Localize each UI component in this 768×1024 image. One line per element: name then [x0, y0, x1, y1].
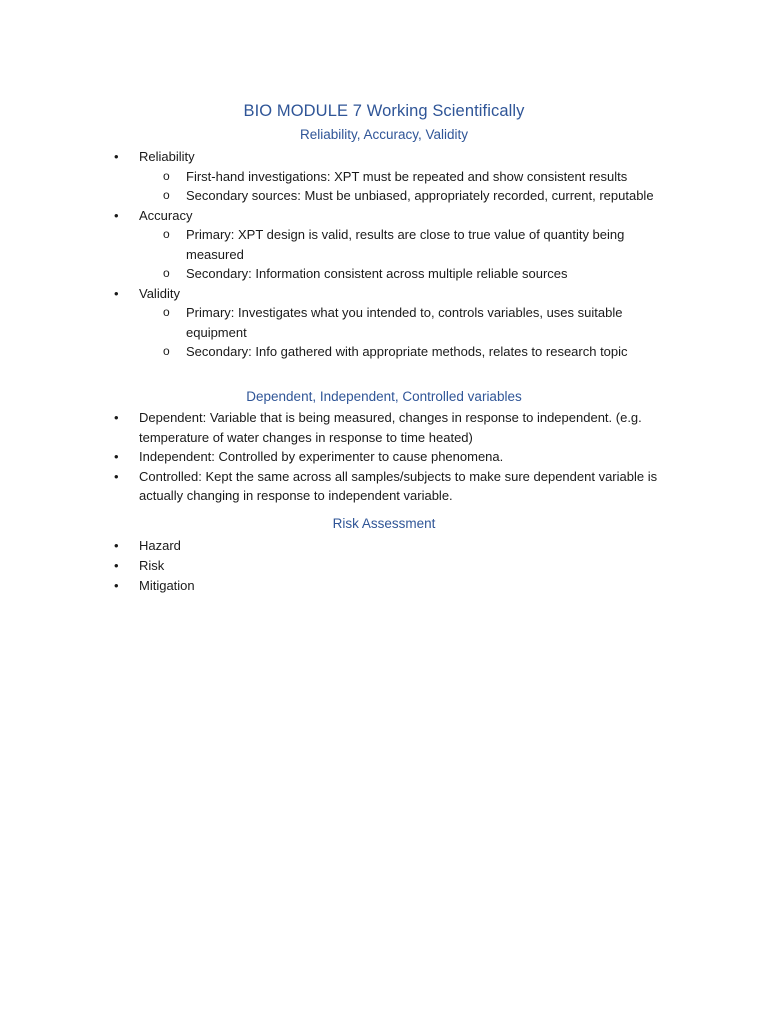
bullet-icon: •: [114, 285, 119, 301]
list-item-independent: [0, 447, 669, 467]
bullet-icon: •: [114, 449, 119, 464]
sub-list-item-label: Primary: Investigates what you intended to, controls variables, uses suitable equipment: [186, 305, 623, 340]
section-heading-reliability: Reliability, Accuracy, Validity: [299, 127, 469, 142]
sub-list-item-label: First-hand investigations: XPT must be repeated and show consistent results: [186, 168, 628, 184]
sub-bullet-icon: o: [163, 344, 170, 358]
list-item-label: Mitigation: [139, 578, 195, 593]
list-item-label: Hazard: [139, 538, 181, 553]
bullet-icon: •: [114, 207, 119, 223]
bullet-icon: •: [114, 410, 119, 425]
list-item-label: Accuracy: [139, 207, 193, 223]
list-item-mitigation: [0, 576, 669, 596]
sub-list-item: [163, 342, 669, 362]
sub-list-item-label: Primary: XPT design is valid, results are close to true value of quantity being measured: [186, 227, 625, 262]
section-heading-risk-assessment: Risk Assessment: [332, 516, 436, 531]
list-item-risk: [0, 556, 669, 576]
list-item-label: Reliability: [139, 149, 195, 164]
sub-list-item: [163, 186, 669, 206]
sub-list: [139, 167, 669, 206]
list-item-dependent: [0, 408, 669, 447]
sub-list-item-label: Secondary: Info gathered with appropriate methods, relates to research topic: [186, 344, 628, 359]
sub-list: [139, 303, 669, 362]
bullet-icon: •: [114, 538, 119, 553]
bullet-icon: •: [114, 578, 119, 593]
list-item-hazard: [0, 536, 669, 556]
sub-bullet-icon: o: [163, 168, 170, 183]
bullet-icon: •: [114, 149, 119, 164]
bullet-icon: •: [114, 558, 119, 573]
sub-bullet-icon: o: [163, 188, 170, 202]
list-item-label: Dependent: Variable that is being measured, changes in response to independent. (e.g. temperature of water changes in response to time heated): [139, 410, 642, 445]
section-list-risk-assessment: [0, 536, 768, 596]
list-item-controlled: [0, 467, 669, 506]
list-item-accuracy: [0, 206, 669, 284]
sub-list-item: [163, 167, 669, 187]
sub-list-item-label: Secondary sources: Must be unbiased, appropriately recorded, current, reputable: [186, 188, 654, 203]
sub-list-item: [163, 264, 669, 284]
list-item-label: Validity: [139, 285, 180, 301]
document-title: BIO MODULE 7 Working Scientifically: [243, 102, 525, 120]
section-heading-variables: Dependent, Independent, Controlled variables: [246, 389, 522, 404]
list-item-label: Independent: Controlled by experimenter to cause phenomena.: [139, 449, 504, 464]
sub-bullet-icon: o: [163, 227, 170, 241]
list-item-validity: [0, 284, 669, 362]
list-item-reliability: [0, 147, 669, 206]
bullet-icon: •: [114, 468, 119, 484]
section-list-reliability: [0, 147, 768, 362]
sub-list-item: [163, 225, 669, 264]
sub-list: [139, 225, 669, 284]
list-item-label: Risk: [139, 558, 165, 573]
sub-list-item: [163, 303, 669, 342]
sub-bullet-icon: o: [163, 266, 170, 280]
section-list-variables: [0, 408, 768, 506]
sub-list-item-label: Secondary: Information consistent across multiple reliable sources: [186, 266, 568, 281]
list-item-label: Controlled: Kept the same across all samples/subjects to make sure dependent variable is actually changing in response to independent variable.: [139, 468, 658, 503]
sub-bullet-icon: o: [163, 305, 170, 319]
